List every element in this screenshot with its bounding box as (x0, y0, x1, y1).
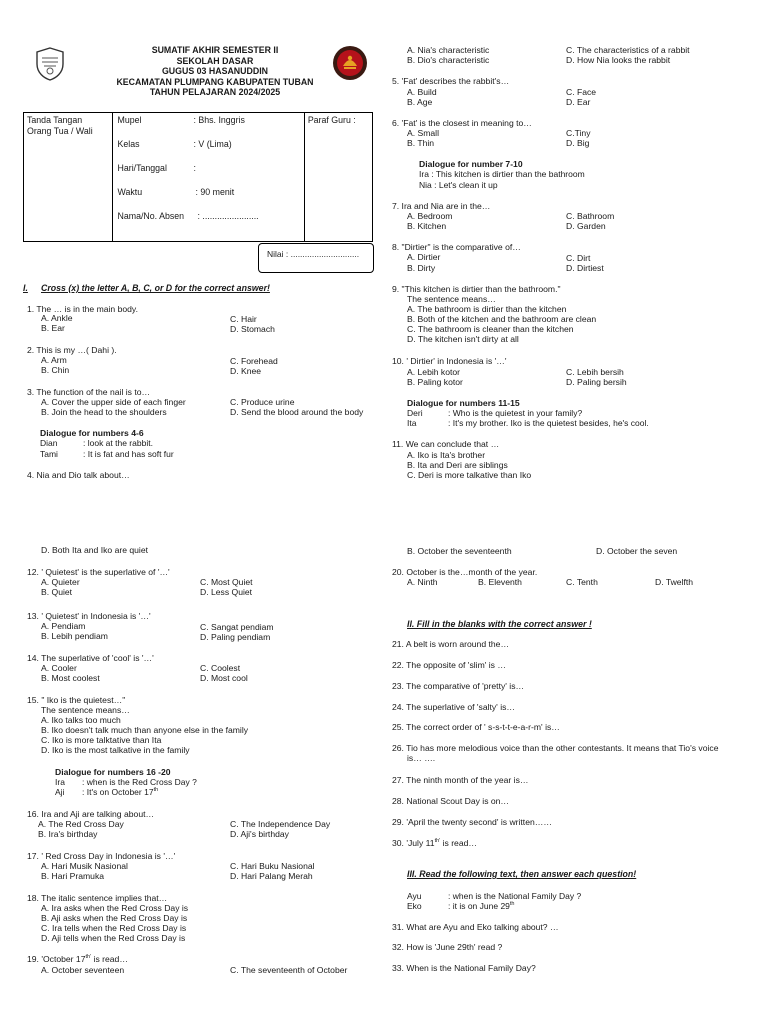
dialogue-line: Nia : Let's clean it up (419, 180, 498, 190)
question-16: 16. Ira and Aji are talking about… (27, 809, 155, 819)
q14-option-b[interactable]: B. Most coolest (41, 673, 100, 683)
q18-option-a[interactable]: A. Ira asks when the Red Cross Day is (41, 903, 189, 913)
q3-option-b[interactable]: B. Join the head to the shoulders (41, 407, 167, 417)
q1-option-c[interactable]: C. Hair (230, 314, 257, 324)
dialogue-line: : look at the rabbit. (83, 438, 153, 448)
q4-option-c[interactable]: C. The characteristics of a rabbit (566, 45, 690, 55)
question-5: 5. 'Fat' describes the rabbit's… (392, 76, 510, 86)
q11-option-b[interactable]: B. Ita and Deri are siblings (407, 460, 508, 470)
header-line: SUMATIF AKHIR SEMESTER II (151, 45, 279, 55)
dialogue-speaker: Tami (40, 449, 58, 459)
question-17: 17. ' Red Cross Day in Indonesia is '…' (27, 851, 176, 861)
name-value: : ....................... (197, 211, 259, 221)
dialogue-speaker: Ita (407, 418, 417, 428)
dialogue-7-10-title: Dialogue for number 7-10 (419, 159, 523, 169)
q13-option-b[interactable]: B. Lebih pendiam (41, 631, 108, 641)
score-box (258, 243, 374, 273)
q5-option-a[interactable]: A. Build (407, 87, 437, 97)
q7-option-c[interactable]: C. Bathroom (566, 211, 615, 221)
q10-option-d[interactable]: D. Paling bersih (566, 377, 627, 387)
dialogue-line: : Who is the quietest in your family? (448, 408, 583, 418)
q8-option-a[interactable]: A. Dirtier (407, 252, 441, 262)
q5-option-b[interactable]: B. Age (407, 97, 433, 107)
dialogue-speaker: Deri (407, 408, 423, 418)
q3-option-a[interactable]: A. Cover the upper side of each finger (41, 397, 186, 407)
q12-option-c[interactable]: C. Most Quiet (200, 577, 253, 587)
exam-header (80, 45, 350, 98)
class-value: : V (Lima) (193, 139, 232, 149)
question-25: 25. The correct order of ' s-s-t-t-e-a-r-m' is… (392, 722, 560, 732)
q18-option-c[interactable]: C. Ira tells when the Red Cross Day is (41, 923, 187, 933)
question-7: 7. Ira and Nia are in the… (392, 201, 491, 211)
parent-signature-cell: Tanda Tangan Orang Tua / Wali (24, 113, 113, 242)
score-label: Nilai : ............................. (267, 249, 360, 259)
exam-details-cell (112, 113, 304, 242)
name-label: Nama/No. Absen (117, 211, 185, 221)
q18-option-d[interactable]: D. Aji tells when the Red Cross Day is (41, 933, 186, 943)
question-1: 1. The … is in the main body. (27, 304, 138, 314)
q13-option-d[interactable]: D. Paling pendiam (200, 632, 271, 642)
q5-option-d[interactable]: D. Ear (566, 97, 591, 107)
q7-option-d[interactable]: D. Garden (566, 221, 606, 231)
question-18: 18. The italic sentence implies that… (27, 893, 168, 903)
dialogue-speaker: Aji (55, 787, 65, 797)
question-26-cont: is… …. (407, 753, 436, 763)
q2-option-c[interactable]: C. Forehead (230, 356, 278, 366)
subject-value: : Bhs. Inggris (193, 115, 245, 125)
q3-option-c[interactable]: C. Produce urine (230, 397, 295, 407)
q4-option-b[interactable]: B. Dio's characteristic (407, 55, 490, 65)
teacher-initial-cell: Paraf Guru : (304, 113, 372, 242)
q8-option-d[interactable]: D. Dirtiest (566, 263, 604, 273)
time-value: : 90 menit (195, 187, 235, 197)
q6-option-a[interactable]: A. Small (407, 128, 439, 138)
dialogue-line: : when is the National Family Day ? (448, 891, 582, 901)
subject-label: Mupel (117, 115, 142, 125)
q17-option-a[interactable]: A. Hari Musik Nasional (41, 861, 128, 871)
dialogue-speaker: Eko (407, 901, 422, 911)
q16-option-c[interactable]: C. The Independence Day (230, 819, 331, 829)
q19-option-a[interactable]: A. October seventeen (41, 965, 125, 975)
q10-option-c[interactable]: C. Lebih bersih (566, 367, 624, 377)
question-9-prompt: The sentence means… (407, 294, 496, 304)
q15-option-d[interactable]: D. Iko is the most talkative in the family (41, 745, 190, 755)
student-info-table (23, 112, 373, 242)
question-26: 26. Tio has more melodious voice than the other contestants. It means that Tio's voice (392, 743, 719, 753)
question-31: 31. What are Ayu and Eko talking about? … (392, 922, 559, 932)
q14-option-d[interactable]: D. Most cool (200, 673, 248, 683)
q15-option-c[interactable]: C. Iko is more talktative than Ita (41, 735, 162, 745)
question-28: 28. National Scout Day is on… (392, 796, 510, 806)
header-line: GUGUS 03 HASANUDDIN (161, 66, 269, 76)
question-11: 11. We can conclude that … (392, 439, 500, 449)
q8-option-c[interactable]: C. Dirt (566, 253, 591, 263)
q11-option-c[interactable]: C. Deri is more talkative than Iko (407, 470, 532, 480)
q8-option-b[interactable]: B. Dirty (407, 263, 436, 273)
q1-option-a[interactable]: A. Ankle (41, 313, 73, 323)
question-6: 6. 'Fat' is the closest in meaning to… (392, 118, 532, 128)
dialogue-line: : it is on June 29th (448, 901, 515, 911)
q2-option-a[interactable]: A. Arm (41, 355, 67, 365)
q1-option-b[interactable]: B. Ear (41, 323, 65, 333)
question-9: 9. "This kitchen is dirtier than the bathroom." (392, 284, 561, 294)
question-27: 27. The ninth month of the year is… (392, 775, 529, 785)
q1-option-d[interactable]: D. Stomach (230, 324, 275, 334)
q3-option-d[interactable]: D. Send the blood around the body (230, 407, 364, 417)
q11-option-d[interactable]: D. Both Ita and Iko are quiet (41, 545, 149, 555)
question-15-prompt: The sentence means… (41, 705, 130, 715)
question-20: 20. October is the…month of the year. (392, 567, 538, 577)
q17-option-c[interactable]: C. Hari Buku Nasional (230, 861, 315, 871)
dialogue-line: Ira : This kitchen is dirtier than the bathroom (419, 169, 585, 179)
question-21: 21. A belt is worn around the… (392, 639, 510, 649)
section-1-number: I. (23, 283, 28, 293)
q13-option-a[interactable]: A. Pendiam (41, 621, 86, 631)
q18-option-b[interactable]: B. Aji asks when the Red Cross Day is (41, 913, 188, 923)
question-15: 15. " Iko is the quietest…" (27, 695, 126, 705)
q5-option-c[interactable]: C. Face (566, 87, 597, 97)
question-2: 2. This is my …( Dahi ). (27, 345, 117, 355)
question-30: 30. 'July $11^{th'}$ is read… (392, 838, 477, 848)
q17-option-d[interactable]: D. Hari Palang Merah (230, 871, 313, 881)
dialogue-11-15-title: Dialogue for numbers 11-15 (407, 398, 520, 408)
q11-option-a[interactable]: A. Iko is Ita's brother (407, 450, 486, 460)
q12-option-b[interactable]: B. Quiet (41, 587, 73, 597)
dialogue-16-20-title: Dialogue for numbers 16 -20 (55, 767, 171, 777)
time-label: Waktu (117, 187, 143, 197)
q20-option-b[interactable]: B. Eleventh (478, 577, 522, 587)
q19-option-c[interactable]: C. The seventeenth of October (230, 965, 348, 975)
question-32: 32. How is 'June 29th' read ? (392, 942, 503, 952)
q15-option-b[interactable]: B. Iko doesn't talk much than anyone else in the family (41, 725, 249, 735)
question-14: 14. The superlative of 'cool' is '…' (27, 653, 154, 663)
q4-option-a[interactable]: A. Nia's characteristic (407, 45, 490, 55)
q9-option-d[interactable]: D. The kitchen isn't dirty at all (407, 334, 519, 344)
q15-option-a[interactable]: A. Iko talks too much (41, 715, 121, 725)
q17-option-b[interactable]: B. Hari Pramuka (41, 871, 105, 881)
q10-option-b[interactable]: B. Paling kotor (407, 377, 463, 387)
dialogue-line: : It is fat and has soft fur (83, 449, 174, 459)
dialogue-line: : It's my brother. Iko is the quietest besides, he's cool. (448, 418, 649, 428)
q12-option-d[interactable]: D. Less Quiet (200, 587, 253, 597)
question-3: 3. The function of the nail is to… (27, 387, 151, 397)
q6-option-b[interactable]: B. Thin (407, 138, 435, 148)
q9-option-b[interactable]: B. Both of the kitchen and the bathroom are clean (407, 314, 597, 324)
dialogue-line: : It's on October 17th (82, 787, 159, 797)
q9-option-c[interactable]: C. The bathroom is cleaner than the kitchen (407, 324, 574, 334)
q20-option-d[interactable]: D. Twelfth (655, 577, 694, 587)
question-13: 13. ' Quietest' in Indonesia is '…' (27, 611, 151, 621)
question-33: 33. When is the National Family Day? (392, 963, 536, 973)
q12-option-a[interactable]: A. Quieter (41, 577, 80, 587)
q14-option-a[interactable]: A. Cooler (41, 663, 77, 673)
question-4: 4. Nia and Dio talk about… (27, 470, 130, 480)
q20-option-c[interactable]: C. Tenth (566, 577, 598, 587)
school-logo-icon (34, 46, 66, 82)
q9-option-a[interactable]: A. The bathroom is dirtier than the kitchen (407, 304, 567, 314)
header-line: SEKOLAH DASAR (176, 55, 254, 66)
question-23: 23. The comparative of 'pretty' is… (392, 681, 525, 691)
dialogue-speaker: Ayu (407, 891, 422, 901)
q6-option-d[interactable]: D. Big (566, 138, 590, 148)
question-19: 19. 'October $17^{th'}$ is read… (27, 954, 128, 964)
q4-option-d[interactable]: D. How Nia looks the rabbit (566, 55, 671, 65)
q19-option-b[interactable]: B. October the seventeenth (407, 546, 512, 556)
question-12: 12. ' Quietest' is the superlative of '…' (27, 567, 170, 577)
dialogue-4-6-title: Dialogue for numbers 4-6 (40, 428, 144, 438)
q16-option-a[interactable]: A. The Red Cross Day (38, 819, 124, 829)
q10-option-a[interactable]: A. Lebih kotor (407, 367, 461, 377)
section-2-title: II. Fill in the blanks with the correct answer ! (407, 619, 592, 629)
date-value: : (193, 163, 196, 173)
q6-option-c[interactable]: C.Tiny (566, 128, 591, 138)
date-label: Hari/Tanggal (117, 163, 167, 173)
class-label: Kelas (117, 139, 140, 149)
section-1-title: Cross (x) the letter A, B, C, or D for the correct answer! (41, 283, 270, 293)
q13-option-c[interactable]: C. Sangat pendiam (200, 622, 274, 632)
dialogue-speaker: Dian (40, 438, 58, 448)
question-24: 24. The superlative of 'salty' is… (392, 702, 516, 712)
dialogue-speaker: Ira (55, 777, 65, 787)
header-line: KECAMATAN PLUMPANG KABUPATEN TUBAN (116, 76, 314, 87)
section-3-title: III. Read the following text, then answer each question! (407, 869, 637, 879)
q2-option-d[interactable]: D. Knee (230, 366, 262, 376)
q14-option-c[interactable]: C. Coolest (200, 663, 241, 673)
question-29: 29. 'April the twenty second' is written…… (392, 817, 552, 827)
dialogue-line: : when is the Red Cross Day ? (82, 777, 197, 787)
q20-option-a[interactable]: A. Ninth (407, 577, 438, 587)
header-line: TAHUN PELAJARAN 2024/2025 (149, 87, 281, 97)
q7-option-a[interactable]: A. Bedroom (407, 211, 453, 221)
q2-option-b[interactable]: B. Chin (41, 365, 70, 375)
question-22: 22. The opposite of 'slim' is … (392, 660, 506, 670)
q19-option-d[interactable]: D. October the seven (596, 546, 678, 556)
q16-option-b[interactable]: B. Ira's birthday (38, 829, 98, 839)
q7-option-b[interactable]: B. Kitchen (407, 221, 447, 231)
q16-option-d[interactable]: D. Aji's birthday (230, 829, 289, 839)
question-10: 10. ' Dirtier' in Indonesia is '…' (392, 356, 507, 366)
question-8: 8. "Dirtier" is the comparative of… (392, 242, 521, 252)
